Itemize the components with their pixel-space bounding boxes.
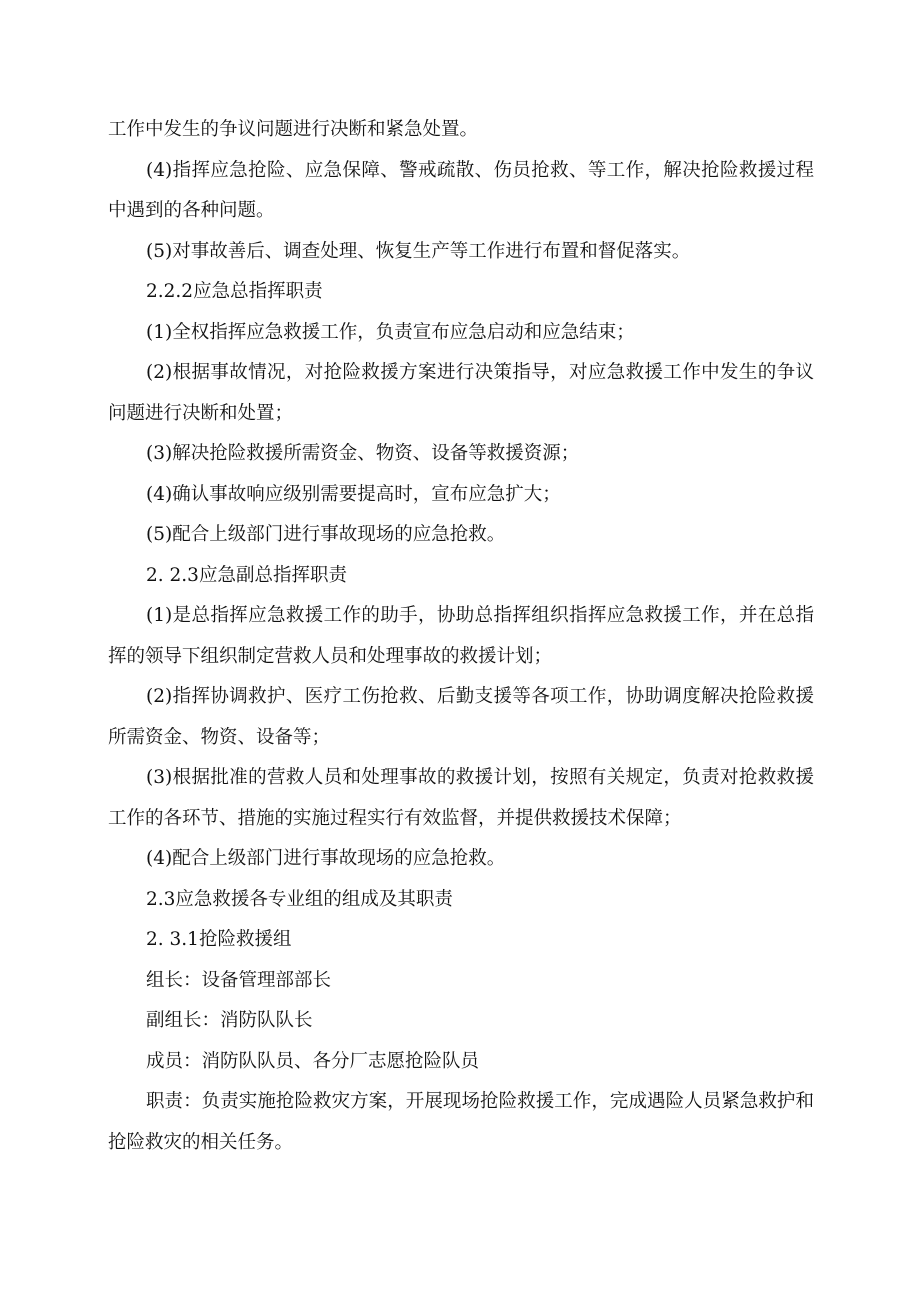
- paragraph-commander-duty-3: (3)解决抢险救援所需资金、物资、设备等救援资源；: [146, 443, 580, 464]
- paragraph-continuation: 工作中发生的争议问题进行决断和紧急处置。: [108, 119, 479, 140]
- paragraph-commander-duty-1: (1)全权指挥应急救援工作，负责宣布应急启动和应急结束；: [146, 321, 635, 343]
- paragraph-deputy-duty-3: (3)根据批准的营救人员和处理事故的救援计划，按照有关规定，负责对抢救救援工作的各环节、措施的实施过程实行有效监督，并提供救援技术保障；: [108, 767, 814, 829]
- section-heading-2-2-2: 2.2.2应急总指挥职责: [146, 281, 323, 302]
- paragraph-item-5-aftermath: (5)对事故善后、调查处理、恢复生产等工作进行布置和督促落实。: [146, 240, 691, 262]
- section-heading-2-3: 2.3应急救援各专业组的组成及其职责: [146, 888, 453, 910]
- paragraph-deputy-duty-1: (1)是总指挥应急救援工作的助手，协助总指挥组织指挥应急救援工作，并在总指挥的领导下组织制定营救人员和处理事故的救援计划；: [108, 605, 814, 667]
- paragraph-responsibilities: 职责：负责实施抢险救灾方案，开展现场抢险救援工作，完成遇险人员紧急救护和抢险救灾的相关任务。: [108, 1091, 814, 1153]
- paragraph-commander-duty-4: (4)确认事故响应级别需要提高时，宣布应急扩大；: [146, 483, 561, 505]
- paragraph-deputy-group-leader: 副组长：消防队队长: [146, 1010, 313, 1031]
- paragraph-deputy-duty-4: (4)配合上级部门进行事故现场的应急抢救。: [146, 848, 506, 869]
- paragraph-commander-duty-2: (2)根据事故情况，对抢险救援方案进行决策指导，对应急救援工作中发生的争议问题进行决断和处置；: [108, 362, 814, 424]
- paragraph-members: 成员：消防队队员、各分厂志愿抢险队员: [146, 1050, 480, 1072]
- document-page: [108, 110, 814, 1163]
- paragraph-group-leader: 组长：设备管理部部长: [146, 969, 332, 991]
- paragraph-commander-duty-5: (5)配合上级部门进行事故现场的应急抢救。: [146, 524, 506, 545]
- section-heading-2-2-3: 2. 2.3应急副总指挥职责: [146, 564, 347, 586]
- section-heading-2-3-1: 2. 3.1抢险救援组: [146, 929, 292, 950]
- paragraph-item-4-command-rescue: (4)指挥应急抢险、应急保障、警戒疏散、伤员抢救、等工作，解决抢险救援过程中遇到的各种问题。: [108, 159, 814, 221]
- paragraph-deputy-duty-2: (2)指挥协调救护、医疗工伤抢救、后勤支援等各项工作，协助调度解决抢险救援所需资金、物资、设备等；: [108, 686, 814, 748]
